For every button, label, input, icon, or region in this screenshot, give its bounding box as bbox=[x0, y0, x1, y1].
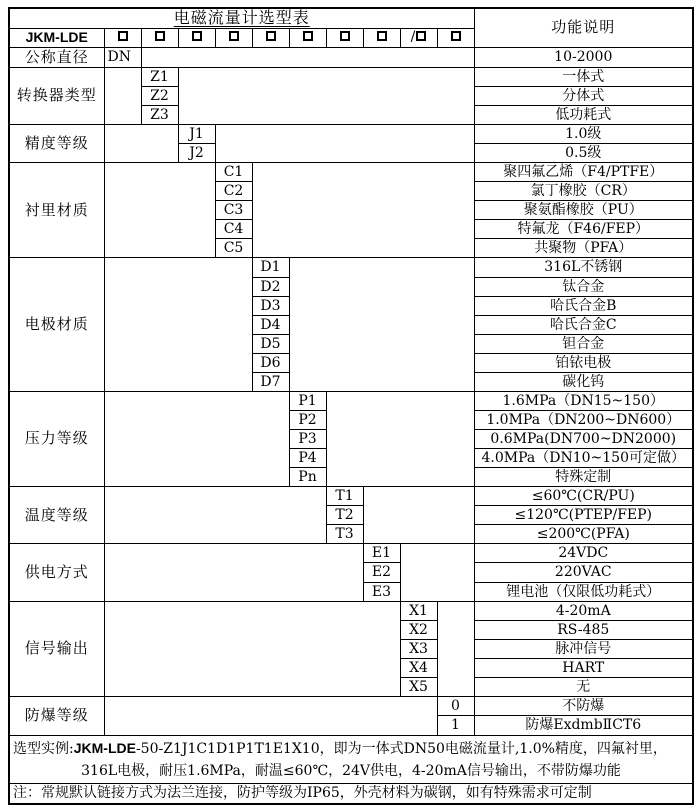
table-row bbox=[9, 125, 693, 144]
code-cell: Z3 bbox=[141, 105, 178, 124]
desc-cell: 无 bbox=[474, 677, 693, 696]
spacer-cell bbox=[289, 258, 474, 391]
checkbox-cell-5[interactable] bbox=[252, 28, 289, 47]
section-label-lining-material: 衬里材质 bbox=[9, 163, 104, 258]
code-cell: C4 bbox=[215, 220, 252, 239]
spacer-cell bbox=[400, 544, 474, 601]
desc-cell: 1.0级 bbox=[474, 125, 693, 144]
checkbox-cell-1[interactable] bbox=[104, 28, 141, 47]
spacer-cell bbox=[104, 258, 252, 391]
table-row bbox=[9, 47, 693, 67]
code-cell: 0 bbox=[437, 696, 474, 715]
example-prefix: 选型实例: bbox=[13, 740, 74, 757]
code-cell: Pn bbox=[289, 468, 326, 487]
spacer-cell bbox=[104, 67, 141, 124]
checkbox-icon[interactable] bbox=[416, 31, 426, 41]
section-label-pressure-class: 压力等级 bbox=[9, 391, 104, 486]
code-cell: P3 bbox=[289, 430, 326, 449]
spacer-cell bbox=[326, 391, 474, 486]
desc-cell: 10-2000 bbox=[474, 47, 693, 67]
desc-cell: 特殊定制 bbox=[474, 468, 693, 487]
table-row bbox=[9, 544, 693, 563]
checkbox-icon[interactable] bbox=[229, 31, 239, 41]
desc-cell: 1.0MPa（DN200~DN600） bbox=[474, 410, 693, 429]
code-cell: J2 bbox=[178, 144, 215, 163]
code-cell: D3 bbox=[252, 296, 289, 315]
code-cell: X2 bbox=[400, 620, 437, 639]
example-model: JKM-LDE bbox=[73, 739, 136, 756]
desc-cell: RS-485 bbox=[474, 620, 693, 639]
section-label-nominal-diameter: 公称直径 bbox=[9, 47, 104, 67]
desc-cell: 氯丁橡胶（CR） bbox=[474, 182, 693, 201]
checkbox-cell-7[interactable] bbox=[326, 28, 363, 47]
desc-cell: 0.6MPa(DN700~DN2000) bbox=[474, 430, 693, 449]
table-row bbox=[9, 163, 693, 182]
code-cell: T3 bbox=[326, 525, 363, 544]
desc-cell: ≤200℃(PFA) bbox=[474, 525, 693, 544]
spacer-cell bbox=[437, 601, 474, 696]
spacer-cell bbox=[104, 544, 363, 601]
code-cell: D7 bbox=[252, 372, 289, 391]
spacer-cell bbox=[252, 163, 474, 258]
section-label-signal-output: 信号输出 bbox=[9, 601, 104, 696]
code-cell: C5 bbox=[215, 239, 252, 258]
spacer-cell bbox=[215, 125, 474, 163]
desc-cell: 碳化钨 bbox=[474, 372, 693, 391]
code-cell: D6 bbox=[252, 353, 289, 372]
section-label-electrode-material: 电极材质 bbox=[9, 258, 104, 391]
desc-cell: 哈氏合金C bbox=[474, 315, 693, 334]
spacer-cell bbox=[363, 487, 474, 544]
desc-cell: 钽合金 bbox=[474, 334, 693, 353]
checkbox-cell-2[interactable] bbox=[141, 28, 178, 47]
checkbox-cell-4[interactable] bbox=[215, 28, 252, 47]
table-row bbox=[9, 391, 693, 410]
desc-cell: 防爆ExdmbⅡCT6 bbox=[474, 715, 693, 735]
desc-cell: HART bbox=[474, 658, 693, 677]
code-cell: C1 bbox=[215, 163, 252, 182]
remark-note: 注：常规默认链接方式为法兰连接，防护等级为IP65，外壳材料为碳钢，如有特殊需求可定制 bbox=[9, 783, 693, 804]
desc-cell: 分体式 bbox=[474, 86, 693, 105]
code-cell: DN bbox=[104, 47, 141, 67]
code-cell: X3 bbox=[400, 639, 437, 658]
code-cell: Z1 bbox=[141, 67, 178, 86]
spacer-cell bbox=[104, 487, 326, 544]
example-note-row bbox=[9, 735, 693, 783]
code-cell: J1 bbox=[178, 125, 215, 144]
spacer-cell bbox=[104, 696, 437, 735]
checkbox-cell-10[interactable] bbox=[437, 28, 474, 47]
table-row bbox=[9, 258, 693, 277]
section-label-temperature-class: 温度等级 bbox=[9, 487, 104, 544]
code-cell: E2 bbox=[363, 563, 400, 582]
title-row bbox=[9, 8, 693, 28]
selection-table bbox=[8, 7, 694, 805]
checkbox-icon[interactable] bbox=[192, 31, 202, 41]
function-header: 功能说明 bbox=[474, 8, 693, 47]
desc-cell: 锂电池（仅限低功耗式） bbox=[474, 582, 693, 601]
desc-cell: 不防爆 bbox=[474, 696, 693, 715]
desc-cell: 共聚物（PFA） bbox=[474, 239, 693, 258]
checkbox-cell-8[interactable] bbox=[363, 28, 400, 47]
remark-note-row bbox=[9, 783, 693, 804]
desc-cell: 24VDC bbox=[474, 544, 693, 563]
code-cell: P1 bbox=[289, 391, 326, 410]
checkbox-cell-9[interactable] bbox=[400, 28, 437, 47]
desc-cell: 316L不锈钢 bbox=[474, 258, 693, 277]
spacer-cell bbox=[104, 125, 178, 163]
code-cell: E3 bbox=[363, 582, 400, 601]
checkbox-icon[interactable] bbox=[155, 31, 165, 41]
desc-cell: 1.6MPa（DN15~150） bbox=[474, 391, 693, 410]
checkbox-cell-6[interactable] bbox=[289, 28, 326, 47]
desc-cell: 钛合金 bbox=[474, 277, 693, 296]
code-cell: X4 bbox=[400, 658, 437, 677]
section-label-power-supply: 供电方式 bbox=[9, 544, 104, 601]
table-row bbox=[9, 67, 693, 86]
table-title: 电磁流量计选型表 bbox=[9, 8, 474, 28]
spacer-cell bbox=[141, 47, 474, 67]
desc-cell: 哈氏合金B bbox=[474, 296, 693, 315]
desc-cell: 0.5级 bbox=[474, 144, 693, 163]
code-cell: Z2 bbox=[141, 86, 178, 105]
code-cell: D1 bbox=[252, 258, 289, 277]
code-cell: C2 bbox=[215, 182, 252, 201]
checkbox-icon[interactable] bbox=[303, 31, 313, 41]
spacer-cell bbox=[104, 163, 215, 258]
checkbox-icon[interactable] bbox=[340, 31, 350, 41]
checkbox-icon[interactable] bbox=[266, 31, 276, 41]
code-cell: D2 bbox=[252, 277, 289, 296]
code-cell: E1 bbox=[363, 544, 400, 563]
desc-cell: 特氟龙（F46/FEP） bbox=[474, 220, 693, 239]
example-note bbox=[9, 735, 693, 783]
desc-cell: 4.0MPa（DN10~150可定做） bbox=[474, 449, 693, 468]
checkbox-icon[interactable] bbox=[377, 31, 387, 41]
code-cell: D4 bbox=[252, 315, 289, 334]
code-cell: P4 bbox=[289, 449, 326, 468]
desc-cell: ≤60℃(CR/PU) bbox=[474, 487, 693, 506]
desc-cell: 脉冲信号 bbox=[474, 639, 693, 658]
checkbox-icon[interactable] bbox=[118, 31, 128, 41]
table-row bbox=[9, 696, 693, 715]
code-cell: T2 bbox=[326, 506, 363, 525]
checkbox-icon[interactable] bbox=[451, 31, 461, 41]
spacer-cell bbox=[104, 601, 400, 696]
example-note-line2: 316L电极，耐压1.6MPa，耐温≤60℃，24V供电，4-20mA信号输出，不带防爆功能 bbox=[81, 762, 621, 779]
desc-cell: 一体式 bbox=[474, 67, 693, 86]
code-cell: C3 bbox=[215, 201, 252, 220]
code-cell: P2 bbox=[289, 410, 326, 429]
table-row bbox=[9, 487, 693, 506]
example-line1-rest: -50-Z1J1C1D1P1T1E1X10，即为一体式DN50电磁流量计,1.0%精度，四氟衬里， bbox=[135, 740, 667, 757]
desc-cell: 4-20mA bbox=[474, 601, 693, 620]
code-cell: X5 bbox=[400, 677, 437, 696]
code-cell: X1 bbox=[400, 601, 437, 620]
desc-cell: 聚氨酯橡胶（PU） bbox=[474, 201, 693, 220]
spacer-cell bbox=[178, 67, 474, 124]
model-label: JKM-LDE bbox=[9, 28, 104, 47]
desc-cell: 220VAC bbox=[474, 563, 693, 582]
section-label-explosion-proof-class: 防爆等级 bbox=[9, 696, 104, 735]
example-note-line1 bbox=[13, 737, 689, 760]
slash-mark: / bbox=[410, 29, 416, 46]
table-row bbox=[9, 601, 693, 620]
code-cell: T1 bbox=[326, 487, 363, 506]
desc-cell: 聚四氟乙烯（F4/PTFE） bbox=[474, 163, 693, 182]
checkbox-cell-3[interactable] bbox=[178, 28, 215, 47]
code-cell: 1 bbox=[437, 715, 474, 735]
desc-cell: ≤120℃(PTEP/FEP) bbox=[474, 506, 693, 525]
desc-cell: 低功耗式 bbox=[474, 105, 693, 124]
code-cell: D5 bbox=[252, 334, 289, 353]
spacer-cell bbox=[104, 391, 289, 486]
section-label-accuracy-class: 精度等级 bbox=[9, 125, 104, 163]
desc-cell: 铂铱电极 bbox=[474, 353, 693, 372]
section-label-converter-type: 转换器类型 bbox=[9, 67, 104, 124]
